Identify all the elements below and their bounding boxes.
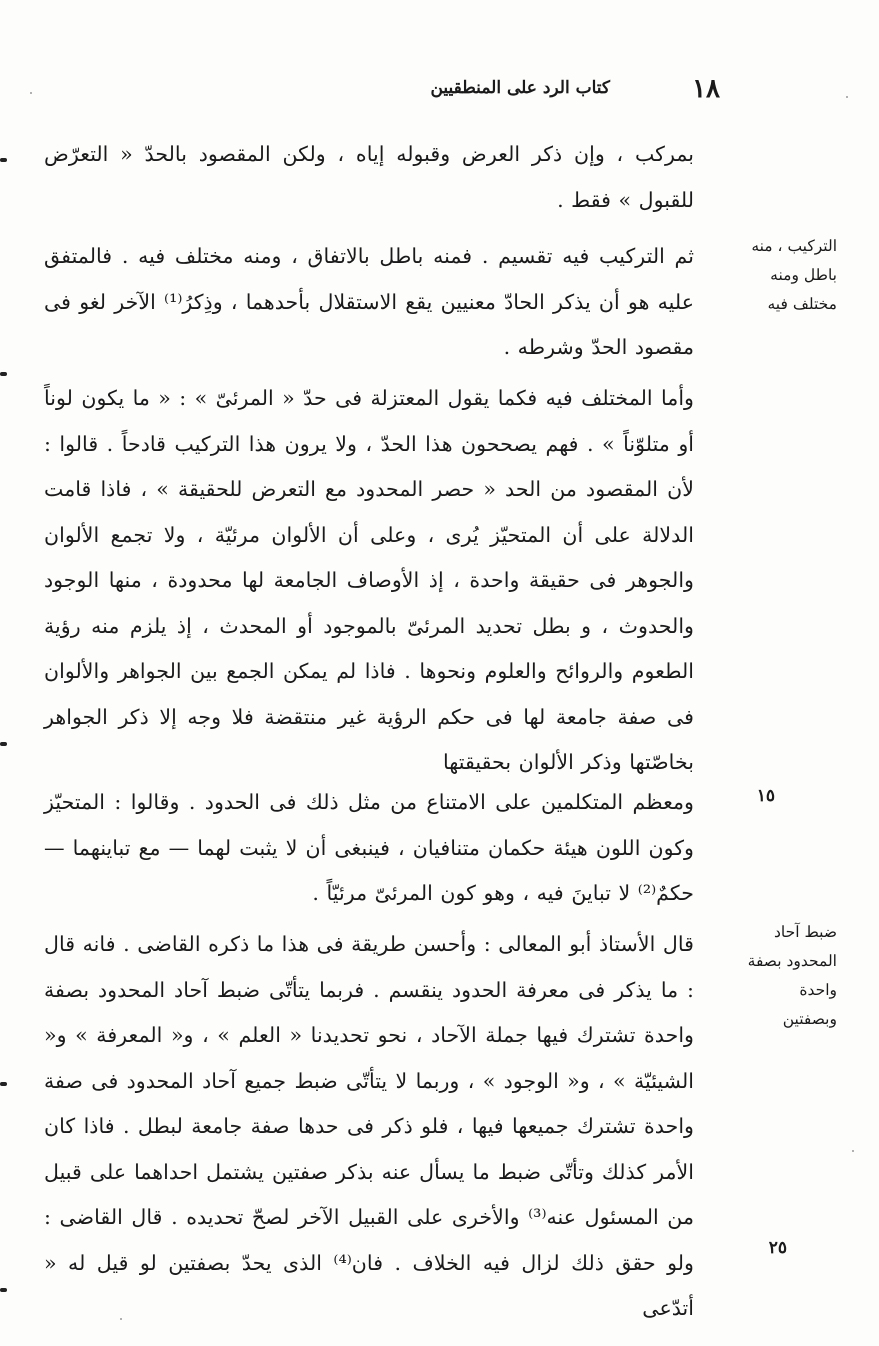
line-number-25: ٢٥: [768, 1238, 787, 1258]
scan-edge-mark: [0, 158, 7, 162]
scan-speck: [846, 96, 848, 98]
margin-note-definition: ضبط آحاد المحدود بصفة واحدة وبصفتين: [747, 923, 837, 1028]
scan-speck: [852, 1150, 854, 1152]
paragraph-2: ثم التركيب فيه تقسيم . فمنه باطل بالاتفاق ، ومنه مختلف فيه . فالمتفق عليه هو أن يذكر الحادّ معنيين يقع الاستقلال بأحدهما ، وذِكرُ⁽¹⁾ الآخر لغو فى مقصود الحدّ وشرطه .: [44, 244, 694, 359]
running-header: [250, 74, 720, 114]
scan-speck: [30, 92, 32, 94]
scan-edge-mark: [0, 1082, 7, 1086]
paragraph-5: قال الأستاذ أبو المعالى : وأحسن طريقة فى هذا ما ذكره القاضى . فانه قال : ما يذكر فى معرفة الحدود ينقسم . فربما يتأتّى ضبط آحاد المحدود بصفة واحدة تشترك فيها جملة الآحاد ، نحو تحديدنا « العلم » ، و« المعرفة » و« الشيئيّة » ، و« الوجود » ، وربما لا يتأتّى ضبط جميع آحاد المحدود فى صفة واحدة تشترك جميعها فيها ، فلو ذكر فى حدها صفة جامعة لبطل . فاذا كان الأمر كذلك وتأتّى ضبط ما يسأل عنه بذكر صفتين يشتمل احداهما على قبيل من المسئول عنه⁽³⁾ والأخرى على القبيل الآخر لصحّ تحديده . قال القاضى : ولو حقق ذلك لزال فيه الخلاف . فان⁽⁴⁾ الذى يحدّ بصفتين لو قيل له « أتدّعى: [44, 932, 694, 1320]
margin-note-composition: التركيب ، منه باطل ومنه مختلف فيه: [751, 237, 837, 313]
paragraph-3: وأما المختلف فيه فكما يقول المعتزلة فى حدّ « المرئىّ » : « ما يكون لوناً أو متلوّناً » . فهم يصححون هذا الحدّ ، ولا يرون هذا التركيب قادحاً . قالوا : لأن المقصود من الحد « حصر المحدود مع التعرض للحقيقة » ، فاذا قامت الدلالة على أن المتحيّز يُرى ، وعلى أن الألوان مرئيّة ، ولا تجمع الألوان والجوهر فى حقيقة واحدة ، إذ الأوصاف الجامعة لها محدودة ، منها الوجود والحدوث ، و بطل تحديد المرئىّ بالموجود أو المحدث ، إذ يلزم منه رؤية الطعوم والروائح والعلوم ونحوها . فاذا لم يمكن الجمع بين الجواهر والألوان فى صفة جامعة لها فى حكم الرؤية غير منتقضة فلا وجه إلا ذكر الجواهر بخاصّتها وذكر الألوان بحقيقتها: [44, 386, 694, 774]
paragraph-1: بمركب ، وإن ذكر العرض وقبوله إياه ، ولكن المقصود بالحدّ « التعرّض للقبول » فقط .: [44, 142, 694, 212]
scan-edge-mark: [0, 742, 7, 746]
page-number: ١٨: [692, 74, 720, 104]
scan-edge-mark: [0, 372, 7, 376]
paragraph-4: ومعظم المتكلمين على الامتناع من مثل ذلك فى الحدود . وقالوا : المتحيّز وكون اللون هيئة حكمان متنافيان ، فينبغى أن لا يثبت لهما — مع تباينهما — حكمٌ⁽²⁾ لا تباينَ فيه ، وهو كون المرئىّ مرئيّاً .: [44, 790, 694, 905]
scan-edge-mark: [0, 1288, 7, 1292]
running-title: كتاب الرد على المنطقيين: [430, 78, 610, 98]
scan-speck: [120, 1318, 122, 1320]
line-number-15: ١٥: [756, 786, 775, 806]
